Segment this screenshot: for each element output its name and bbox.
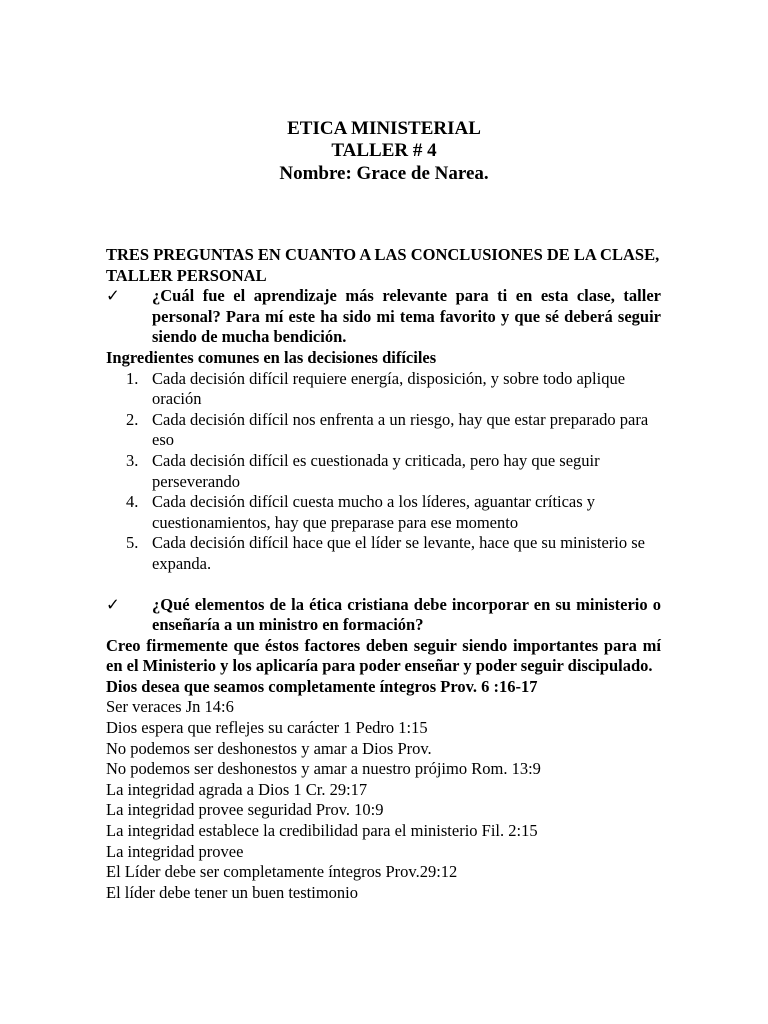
document-title: ETICA MINISTERIAL [287, 118, 481, 139]
document-body [106, 245, 661, 903]
integrity-heading: Dios desea que seamos completamente íntegros Prov. 6 :16-17 [106, 676, 538, 696]
text-line: No podemos ser deshonestos y amar a Dios Prov. [106, 738, 432, 758]
section-heading: TRES PREGUNTAS EN CUANTO A LAS CONCLUSIONES DE LA CLASE, TALLER PERSONAL [106, 245, 660, 285]
answer-2: Creo firmemente que éstos factores deben seguir siendo importantes para mí en el Ministerio y los aplicaría para poder enseñar y poder seguir discipulado. [106, 635, 661, 676]
ingredients-list [106, 369, 661, 575]
text-line: La integridad establece la credibilidad para el ministerio Fil. 2:15 [106, 821, 538, 841]
text-line: La integridad provee [106, 841, 244, 861]
list-item: 3. Cada decisión difícil es cuestionada y criticada, pero hay que seguir perseverando [126, 450, 600, 491]
text-line: El líder debe tener un buen testimonio [106, 882, 359, 902]
text-line: La integridad provee seguridad Prov. 10:9 [106, 800, 384, 820]
text-line: La integridad agrada a Dios 1 Cr. 29:17 [106, 779, 368, 799]
checkmark-icon: ✓ [106, 286, 120, 306]
question-1-text: ¿Cuál fue el aprendizaje más relevante para ti en esta clase, taller personal? Para mí este ha sido mi tema favorito y que sé deberá seguir siendo de mucha bendición. [152, 286, 661, 347]
ingredients-heading: Ingredientes comunes en las decisiones difíciles [106, 347, 437, 367]
text-line: Ser veraces Jn 14:6 [106, 697, 234, 717]
author-name: Nombre: Grace de Narea. [279, 163, 489, 184]
question-1 [106, 286, 661, 348]
question-2 [106, 595, 661, 636]
text-line: No podemos ser deshonestos y amar a nuestro prójimo Rom. 13:9 [106, 759, 541, 779]
list-item: 2. Cada decisión difícil nos enfrenta a un riesgo, hay que estar preparado para eso [126, 409, 649, 450]
text-line: El Líder debe ser completamente íntegros Prov.29:12 [106, 862, 458, 882]
question-2-text: ¿Qué elementos de la ética cristiana debe incorporar en su ministerio o enseñaría a un ministro en formación? [152, 594, 661, 635]
document-subtitle: TALLER # 4 [331, 140, 437, 161]
text-line: Dios espera que reflejes su carácter 1 Pedro 1:15 [106, 718, 428, 738]
list-item: 4. Cada decisión difícil cuesta mucho a los líderes, aguantar críticas y cuestionamientos, hay que preparase para ese momento [126, 492, 596, 532]
list-item: 1. Cada decisión difícil requiere energía, disposición, y sobre todo aplique oración [126, 368, 626, 409]
checkmark-icon: ✓ [106, 594, 120, 614]
spacer [106, 575, 661, 595]
list-item: 5. Cada decisión difícil hace que el líder se levante, hace que su ministerio se expanda. [126, 533, 645, 573]
